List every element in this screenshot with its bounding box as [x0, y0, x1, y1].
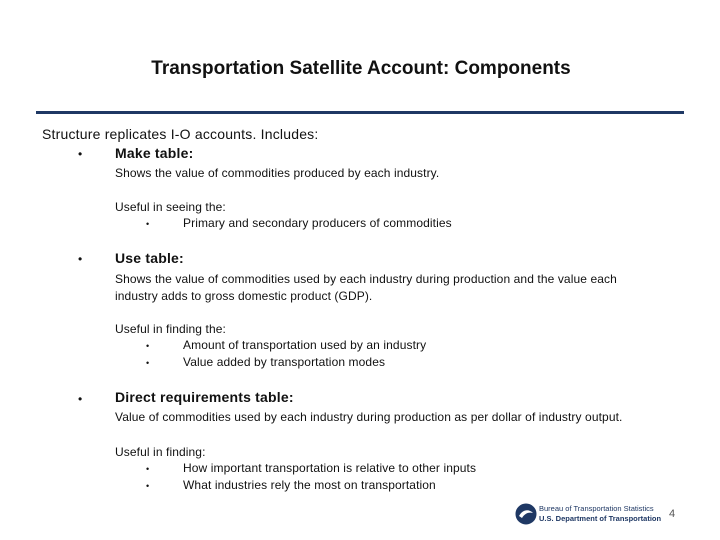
use-table-item: Value added by transportation modes [183, 355, 386, 369]
direct-requirements-description: Value of commodities used by each industry during production as per dollar of industry output. [115, 410, 623, 424]
direct-requirements-useful-label: Useful in finding: [115, 445, 206, 459]
make-table-description: Shows the value of commodities produced by each industry. [115, 166, 440, 180]
logo-line-2: U.S. Department of Transportation [539, 514, 662, 523]
direct-requirements-item: What industries rely the most on transportation [183, 478, 436, 492]
page-title: Transportation Satellite Account: Components [151, 58, 571, 79]
use-table-description-line2: industry adds to gross domestic product (GDP). [115, 289, 373, 303]
use-table-item: Amount of transportation used by an industry [183, 338, 427, 352]
page-number: 4 [669, 508, 676, 520]
make-table-heading: Make table: [115, 145, 194, 161]
sub-bullet: • [146, 219, 150, 229]
make-table-useful-label: Useful in seeing the: [115, 200, 226, 214]
dot-seal-icon [515, 503, 537, 525]
sub-bullet: • [146, 358, 150, 368]
bullet: • [78, 252, 83, 266]
sub-bullet: • [146, 341, 150, 351]
use-table-heading: Use table: [115, 250, 184, 266]
bullet: • [78, 392, 83, 406]
bullet: • [78, 147, 83, 161]
sub-bullet: • [146, 464, 150, 474]
direct-requirements-heading: Direct requirements table: [115, 389, 294, 405]
title-divider [36, 111, 684, 114]
use-table-useful-label: Useful in finding the: [115, 322, 226, 336]
use-table-description-line1: Shows the value of commodities used by each industry during production and the value each [115, 272, 617, 286]
make-table-item: Primary and secondary producers of commodities [183, 216, 452, 230]
bts-logo [515, 502, 665, 526]
logo-line-1: Bureau of Transportation Statistics [539, 504, 654, 513]
intro-text: Structure replicates I-O accounts. Includes: [42, 126, 319, 142]
direct-requirements-item: How important transportation is relative to other inputs [183, 461, 477, 475]
sub-bullet: • [146, 481, 150, 491]
